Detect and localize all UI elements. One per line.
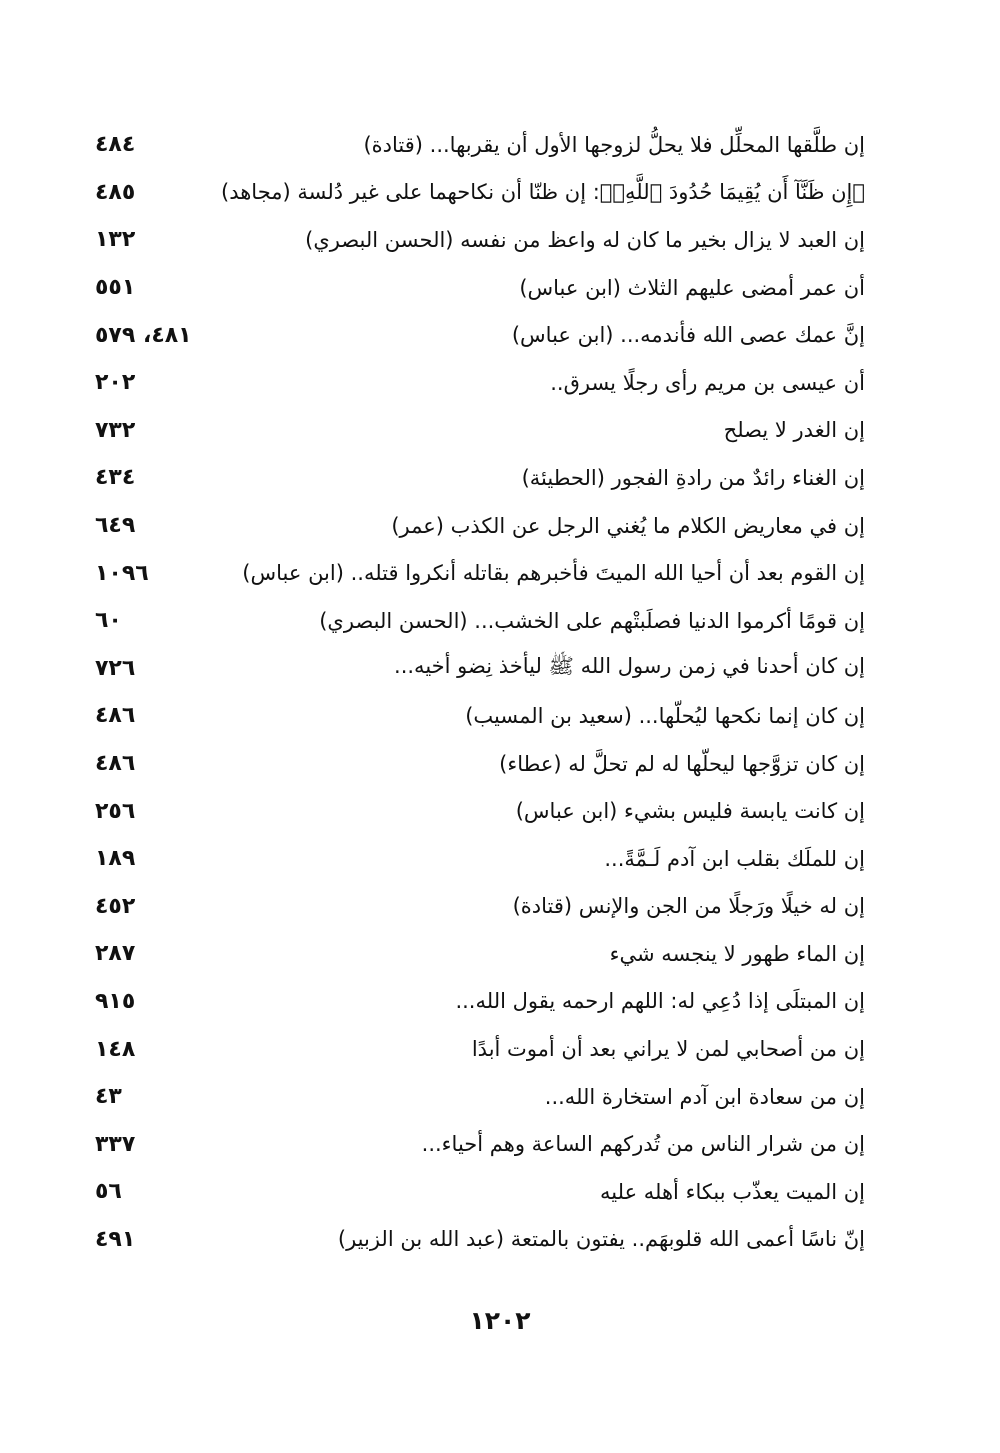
entry-page-reference: ٧٣٢ xyxy=(95,417,136,443)
entry-text: إن من شرار الناس من تُدركهم الساعة وهم أحياء... xyxy=(421,1132,865,1157)
entry-page-reference: ٤٥٢ xyxy=(95,893,136,919)
entry-page-reference: ١٠٩٦ xyxy=(95,560,149,586)
index-entry-row xyxy=(95,264,865,312)
index-entry-row xyxy=(95,1120,865,1168)
index-entry-row xyxy=(95,502,865,550)
index-entry-row xyxy=(95,1216,865,1264)
entry-text: إن القوم بعد أن أحيا الله الميتَ فأخبرهم بقاتله أنكروا قتله.. (ابن عباس) xyxy=(242,561,865,586)
entry-text: إن الميت يعذّب ببكاء أهله عليه xyxy=(600,1179,865,1204)
index-entry-row xyxy=(95,787,865,835)
entry-page-reference: ٢٥٦ xyxy=(95,798,136,824)
index-entry-row xyxy=(95,121,865,169)
entry-text: إن كان إنما نكحها ليُحلّها... (سعيد بن المسيب) xyxy=(465,703,865,728)
entry-page-reference: ٢٨٧ xyxy=(95,941,136,967)
index-entry-row xyxy=(95,692,865,740)
entry-page-reference: ٢٠٢ xyxy=(95,370,136,396)
entry-text: إن للملَك بقلب ابن آدم لَـمَّةً... xyxy=(604,846,865,871)
entry-page-reference: ٤٨٦ xyxy=(95,751,136,777)
index-entry-row xyxy=(95,597,865,645)
index-entry-row xyxy=(95,978,865,1026)
entry-page-reference: ٤٨٤ xyxy=(95,132,136,158)
entry-text: أن عمر أمضى عليهم الثلاث (ابن عباس) xyxy=(519,275,865,300)
entry-text: إن كان تزوَّجها ليحلّها له لم تحلَّ له (عطاء) xyxy=(499,751,865,776)
entry-page-reference: ١٤٨ xyxy=(95,1036,136,1062)
hadith-index-list xyxy=(95,121,865,1263)
entry-text: إن كان أحدنا في زمن رسول الله ﷺ ليأخذ نِضو أخيه... xyxy=(394,653,865,678)
index-entry-row xyxy=(95,311,865,359)
entry-text: إن الغدر لا يصلح xyxy=(723,418,865,443)
entry-text: إن الغناء رائدٌ من رادةِ الفجور (الحطيئة) xyxy=(521,465,865,490)
entry-page-reference: ١٣٢ xyxy=(95,227,136,253)
entry-page-reference: ٤٨١، ٥٧٩ xyxy=(95,322,192,348)
page-number: ١٢٠٢ xyxy=(469,1306,531,1335)
index-entry-row xyxy=(95,1025,865,1073)
entry-page-reference: ٥٦ xyxy=(95,1179,122,1205)
index-entry-row xyxy=(95,930,865,978)
entry-text: إن في معاريض الكلام ما يُغني الرجل عن الكذب (عمر) xyxy=(391,513,865,538)
entry-text: إن قومًا أكرموا الدنيا فصلَبتْهم على الخشب... (الحسن البصري) xyxy=(319,608,865,633)
entry-text: إن المبتلَى إذا دُعِي له: اللهم ارحمه يقول الله... xyxy=(455,989,865,1014)
entry-page-reference: ٥٥١ xyxy=(95,275,136,301)
index-entry-row xyxy=(95,835,865,883)
index-entry-row xyxy=(95,216,865,264)
entry-page-reference: ٦٠ xyxy=(95,608,122,634)
entry-text: إن من سعادة ابن آدم استخارة الله... xyxy=(544,1084,865,1109)
index-entry-row xyxy=(95,1168,865,1216)
entry-page-reference: ٤٣ xyxy=(95,1084,122,1110)
index-entry-row xyxy=(95,549,865,597)
index-entry-row xyxy=(95,740,865,788)
entry-page-reference: ٤٣٤ xyxy=(95,465,136,491)
entry-page-reference: ٤٩١ xyxy=(95,1226,136,1252)
entry-text: إنّ ناسًا أعمى الله قلوبهَم.. يفتون بالمتعة (عبد الله بن الزبير) xyxy=(337,1227,865,1252)
entry-text: أن عيسى بن مريم رأى رجلًا يسرق.. xyxy=(550,370,865,395)
entry-text: إن من أصحابي لمن لا يراني بعد أن أموت أبدًا xyxy=(471,1037,865,1062)
index-entry-row xyxy=(95,1073,865,1121)
entry-page-reference: ٦٤٩ xyxy=(95,513,136,539)
index-entry-row xyxy=(95,645,865,693)
entry-page-reference: ٩١٥ xyxy=(95,988,136,1014)
entry-text: إن له خيلًا ورَجلًا من الجن والإنس (قتادة) xyxy=(512,894,865,919)
index-entry-row xyxy=(95,883,865,931)
entry-text: إن العبد لا يزال بخير ما كان له واعظ من نفسه (الحسن البصري) xyxy=(305,227,865,252)
entry-text: إن طلَّقها المحلِّل فلا يحلُّ لزوجها الأول أن يقربها... (قتادة) xyxy=(363,132,865,157)
index-entry-row xyxy=(95,407,865,455)
entry-text: إنَّ عمك عصى الله فأندمه... (ابن عباس) xyxy=(511,323,865,348)
entry-page-reference: ٤٨٥ xyxy=(95,179,136,205)
entry-page-reference: ٣٣٧ xyxy=(95,1131,136,1157)
index-entry-row xyxy=(95,359,865,407)
entry-text: إن الماء طهور لا ينجسه شيء xyxy=(609,941,865,966)
index-entry-row xyxy=(95,454,865,502)
index-entry-row xyxy=(95,169,865,217)
entry-text: إن كانت يابسة فليس بشيء (ابن عباس) xyxy=(515,799,865,824)
entry-text: ﴿إِن ظَنَّآ أَن يُقِيمَا حُدُودَ ٱللَّهِۗ﴾: إن ظنّا أن نكاحهما على غير دُلسة (مجاهد) xyxy=(221,180,865,205)
entry-page-reference: ٧٢٦ xyxy=(95,655,136,681)
entry-page-reference: ١٨٩ xyxy=(95,846,136,872)
entry-page-reference: ٤٨٦ xyxy=(95,703,136,729)
